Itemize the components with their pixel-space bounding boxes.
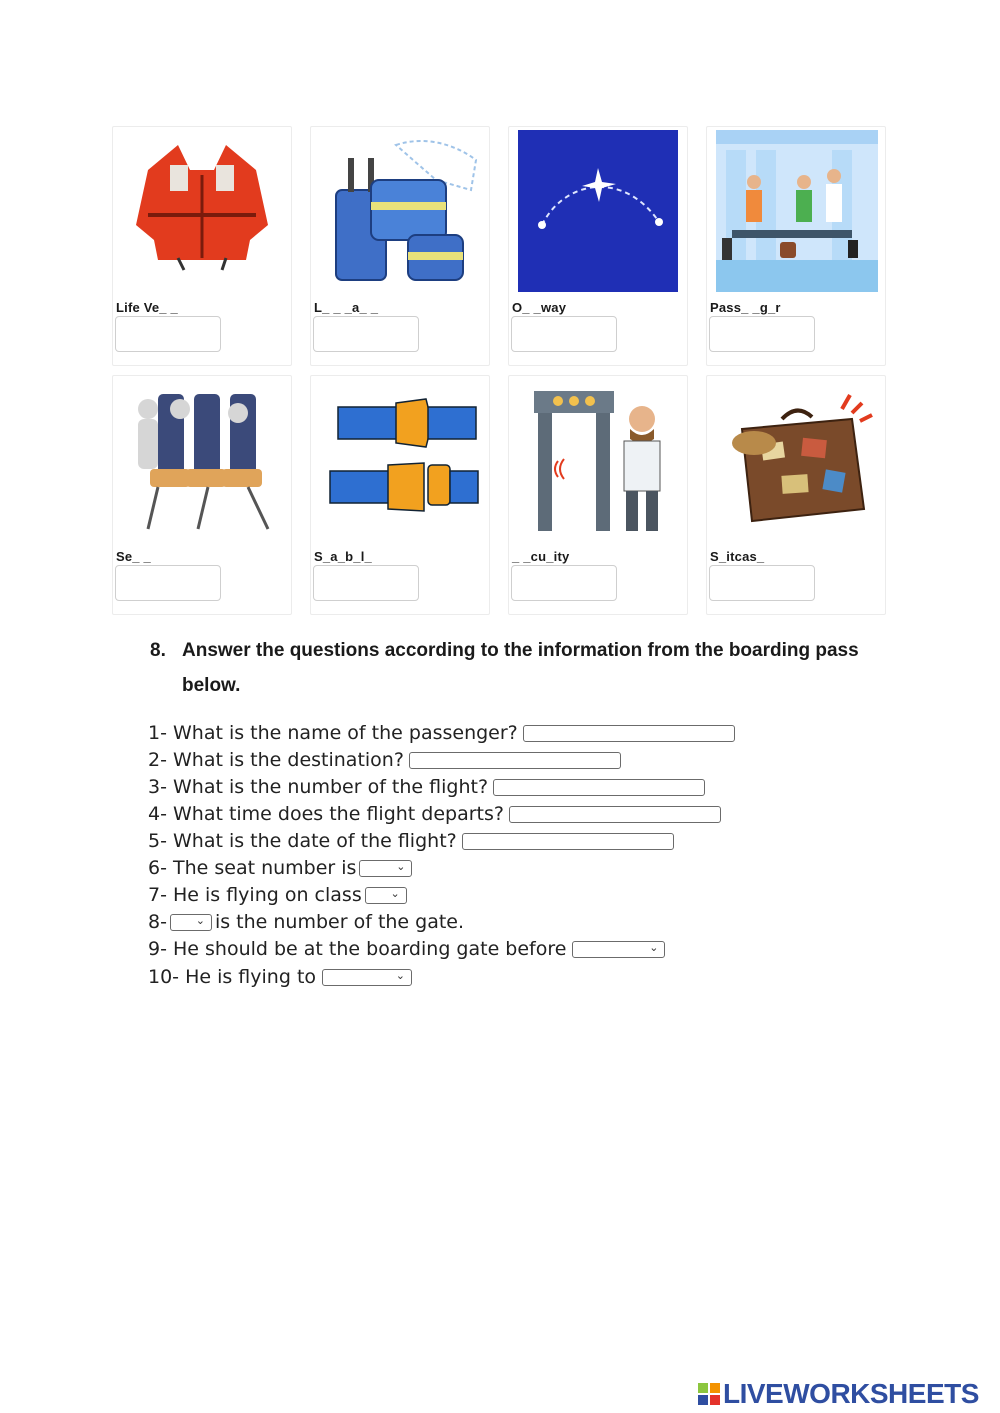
question-row — [148, 747, 621, 773]
question-text: 4- What time does the flight departs? — [148, 803, 504, 825]
luggage-image — [316, 130, 484, 292]
question-row — [148, 828, 674, 854]
vocab-answer-input[interactable] — [511, 565, 617, 601]
exercise-instruction: Answer the questions according to the information from the boarding pass below. — [182, 640, 859, 696]
vocab-answer-input[interactable] — [313, 565, 419, 601]
passengers-image — [712, 130, 880, 292]
vocab-word: _ _cu_ity — [512, 549, 570, 564]
vocab-card-life-vest — [112, 126, 292, 366]
question-text: 9- He should be at the boarding gate before — [148, 938, 567, 960]
vocab-word: O_ _way — [512, 300, 567, 315]
question-row — [148, 720, 735, 746]
answer-input[interactable] — [523, 725, 735, 742]
answer-input[interactable] — [493, 779, 705, 796]
suitcase-image — [712, 379, 880, 541]
vocab-word: Se_ _ — [116, 549, 151, 564]
question-row — [148, 964, 415, 990]
vocab-answer-input[interactable] — [511, 316, 617, 352]
vocab-card-seatbelt — [310, 375, 490, 615]
vocab-word: Pass_ _g_r — [710, 300, 781, 315]
question-text: 3- What is the number of the flight? — [148, 776, 489, 798]
chevron-down-icon: ⌄ — [649, 940, 659, 954]
answer-input[interactable] — [509, 806, 721, 823]
vocab-card-suitcase — [706, 375, 886, 615]
vocab-answer-input[interactable] — [709, 316, 815, 352]
question-row — [148, 909, 464, 935]
question-text: 2- What is the destination? — [148, 749, 404, 771]
vocab-word: S_a_b_l_ — [314, 549, 372, 564]
question-text: 6- The seat number is — [148, 857, 357, 879]
security-image — [514, 379, 682, 541]
question-row — [148, 801, 721, 827]
seats-image — [118, 379, 286, 541]
liveworksheets-logo-icon — [698, 1383, 720, 1405]
chevron-down-icon: ⌄ — [396, 859, 406, 873]
vocab-answer-input[interactable] — [709, 565, 815, 601]
question-prefix: 8- — [148, 911, 167, 933]
seatbelt-image — [316, 379, 484, 541]
question-row — [148, 882, 410, 908]
chevron-down-icon: ⌄ — [395, 968, 406, 982]
exercise-number: 8. — [150, 640, 166, 661]
vocab-word: Life Ve_ _ — [116, 300, 178, 315]
question-text: 7- He is flying on class — [148, 884, 362, 906]
life-vest-image — [118, 130, 286, 292]
vocab-card-luggage — [310, 126, 490, 366]
answer-dropdown[interactable] — [365, 887, 407, 904]
answer-dropdown[interactable] — [359, 860, 412, 877]
vocab-card-passenger — [706, 126, 886, 366]
vocab-card-seats — [112, 375, 292, 615]
one-way-flight-image — [514, 130, 682, 292]
vocab-card-security — [508, 375, 688, 615]
vocab-answer-input[interactable] — [115, 316, 221, 352]
chevron-down-icon: ⌄ — [390, 886, 400, 900]
vocab-word: L_ _ _a_ _ — [314, 300, 379, 315]
question-row — [148, 936, 668, 962]
question-text: 1- What is the name of the passenger? — [148, 722, 518, 744]
vocab-answer-input[interactable] — [115, 565, 221, 601]
answer-input[interactable] — [409, 752, 621, 769]
vocab-card-one-way — [508, 126, 688, 366]
vocab-answer-input[interactable] — [313, 316, 419, 352]
answer-dropdown[interactable] — [322, 969, 412, 986]
question-suffix: is the number of the gate. — [214, 911, 465, 933]
question-text: 5- What is the date of the flight? — [148, 830, 457, 852]
brand-name: LIVEWORKSHEETS — [723, 1378, 979, 1409]
answer-input[interactable] — [462, 833, 674, 850]
answer-dropdown[interactable] — [170, 914, 212, 931]
chevron-down-icon: ⌄ — [195, 913, 205, 927]
liveworksheets-brand — [698, 1378, 979, 1410]
answer-dropdown[interactable] — [572, 941, 665, 958]
question-row — [148, 855, 415, 881]
question-row — [148, 774, 705, 800]
vocab-word: S_itcas_ — [710, 549, 765, 564]
question-text: 10- He is flying to — [148, 966, 317, 988]
